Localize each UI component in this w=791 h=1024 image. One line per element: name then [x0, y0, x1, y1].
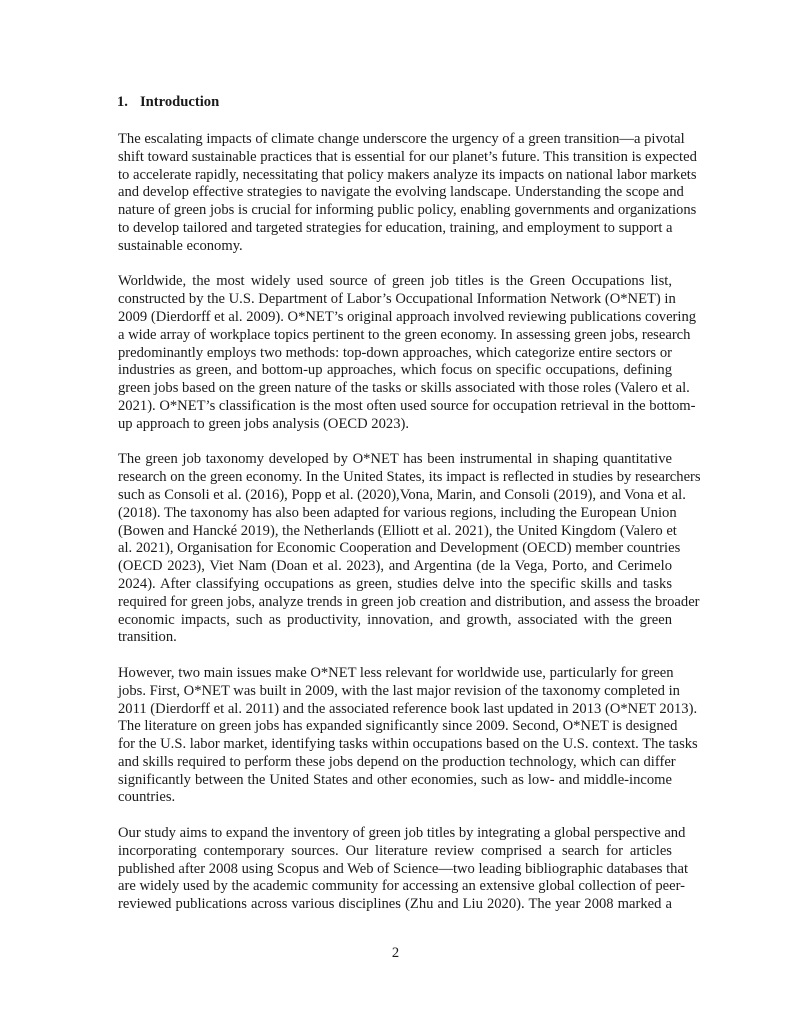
page-number: 2	[391, 945, 400, 961]
text-line: jobs. First, O*NET was built in 2009, with the last major revision of the taxonomy completed in	[118, 682, 680, 699]
text-line: economic impacts, such as productivity, innovation, and growth, associated with the green	[118, 611, 672, 628]
text-line: countries.	[118, 789, 176, 806]
text-line: industries as green, and bottom-up approaches, which focus on specific occupations, defining	[118, 362, 672, 379]
text-line: incorporating contemporary sources. Our literature review comprised a search for articles	[118, 842, 672, 859]
text-line: (2018). The taxonomy has also been adapted for various regions, including the European Union	[118, 504, 677, 521]
text-line: reviewed publications across various disciplines (Zhu and Liu 2020). The year 2008 marked a	[118, 896, 672, 913]
text-line: required for green jobs, analyze trends in green job creation and distribution, and assess the broader	[118, 593, 700, 610]
section-title: Introduction	[140, 94, 220, 110]
paragraph	[118, 451, 701, 647]
text-line: The literature on green jobs has expanded significantly since 2009. Second, O*NET is designed	[118, 718, 678, 735]
text-line: al. 2021), Organisation for Economic Cooperation and Development (OECD) member countries	[118, 540, 681, 557]
text-line: 2011 (Dierdorff et al. 2011) and the associated reference book last updated in 2013 (O*NET 2013).	[118, 700, 698, 717]
text-line: 2021). O*NET’s classification is the most often used source for occupation retrieval in the bottom-	[118, 397, 696, 414]
text-line: a wide array of workplace topics pertinent to the green economy. In assessing green jobs, research	[118, 326, 691, 343]
text-line: to accelerate rapidly, necessitating that policy makers analyze its impacts on national labor markets	[118, 166, 697, 183]
text-line: published after 2008 using Scopus and Web of Science—two leading bibliographic databases that	[118, 860, 689, 877]
text-line: to develop tailored and targeted strategies for education, training, and employment to support a	[118, 219, 673, 236]
text-line: Worldwide, the most widely used source of green job titles is the Green Occupations list,	[118, 273, 672, 290]
text-line: 2009 (Dierdorff et al. 2009). O*NET’s original approach involved reviewing publications covering	[118, 308, 697, 325]
text-line: shift toward sustainable practices that is essential for our planet’s future. This transition is expected	[118, 148, 697, 165]
paragraph	[118, 131, 697, 256]
text-line: significantly between the United States and other economies, such as low- and middle-income	[118, 771, 672, 788]
text-line: (Bowen and Hancké 2019), the Netherlands (Elliott et al. 2021), the United Kingdom (Valero et	[118, 522, 677, 539]
text-line: (OECD 2023), Viet Nam (Doan et al. 2023), and Argentina (de la Vega, Porto, and Cerimelo	[118, 558, 672, 575]
paragraph	[118, 664, 698, 807]
body-text	[118, 131, 701, 932]
text-line: The green job taxonomy developed by O*NET has been instrumental in shaping quantitative	[118, 451, 672, 468]
section-number: 1.	[117, 94, 128, 110]
text-line: However, two main issues make O*NET less relevant for worldwide use, particularly for green	[118, 664, 674, 681]
text-line: sustainable economy.	[118, 237, 243, 254]
text-line: research on the green economy. In the United States, its impact is reflected in studies by researchers	[118, 469, 701, 486]
text-line: The escalating impacts of climate change underscore the urgency of a green transition—a pivotal	[118, 131, 685, 147]
text-line: nature of green jobs is crucial for informing public policy, enabling governments and organizations	[118, 202, 697, 219]
text-line: and skills required to perform these jobs depend on the production technology, which can differ	[118, 753, 676, 770]
text-line: transition.	[118, 629, 177, 646]
text-line: predominantly employs two methods: top-down approaches, which categorize entire sectors or	[118, 344, 672, 361]
text-line: are widely used by the academic community for accessing an extensive global collection of peer-	[118, 878, 686, 895]
text-line: for the U.S. labor market, identifying tasks within occupations based on the U.S. context. The tasks	[118, 736, 698, 753]
paragraph	[118, 825, 689, 914]
text-line: up approach to green jobs analysis (OECD 2023).	[118, 415, 409, 432]
text-line: and develop effective strategies to navigate the evolving landscape. Understanding the scope and	[118, 184, 684, 201]
text-line: 2024). After classifying occupations as green, studies delve into the specific skills and tasks	[118, 575, 672, 592]
text-line: such as Consoli et al. (2016), Popp et al. (2020),Vona, Marin, and Consoli (2019), and Vona et al.	[118, 486, 686, 503]
text-line: constructed by the U.S. Department of Labor’s Occupational Information Network (O*NET) in	[118, 291, 676, 308]
text-line: green jobs based on the green nature of the tasks or skills associated with those roles (Valero et al.	[118, 380, 690, 397]
text-line: Our study aims to expand the inventory of green job titles by integrating a global perspective and	[118, 825, 686, 842]
paragraph	[118, 273, 697, 433]
section-heading	[117, 94, 219, 112]
